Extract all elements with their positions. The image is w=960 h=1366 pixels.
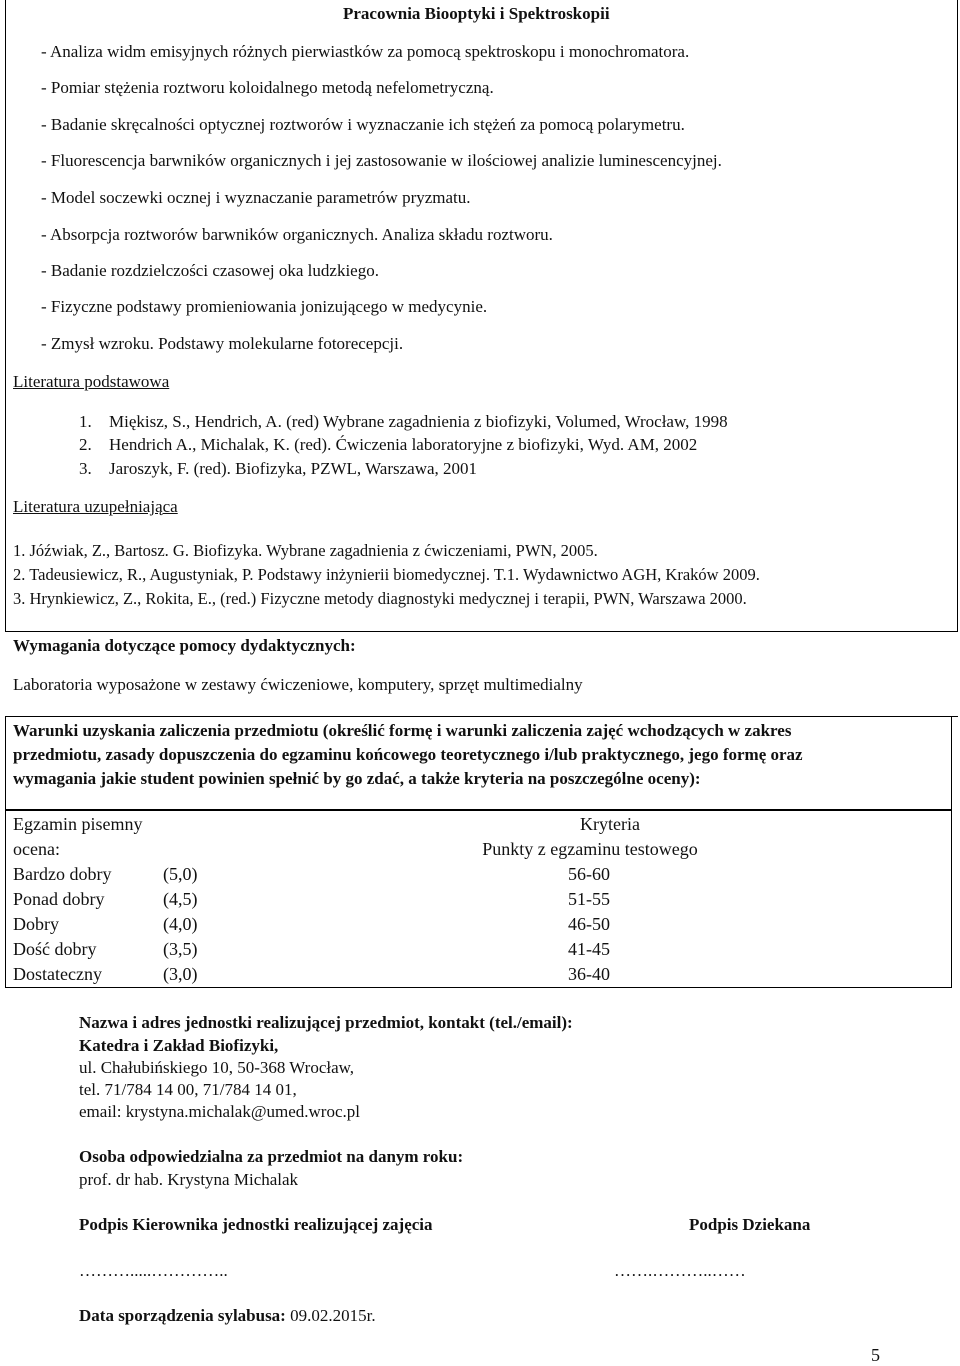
grade-value: (5,0) xyxy=(163,864,198,884)
conditions-line: Warunki uzyskania zaliczenia przedmiotu (określić formę i warunki zaliczenia zajęć wchodzących w zakres xyxy=(13,721,792,740)
supplementary-literature-heading: Literatura uzupełniająca xyxy=(13,497,178,516)
lab-title: Pracownia Biooptyki i Spektroskopii xyxy=(343,4,610,23)
grade-name: Ponad dobry xyxy=(13,889,105,909)
lab-topic-item: - Badanie skręcalności optycznej roztworów i wyznaczanie ich stężeń za pomocą polarymetru. xyxy=(41,115,685,134)
responsible-name: prof. dr hab. Krystyna Michalak xyxy=(79,1170,299,1189)
conditions-line: wymagania jakie student powinien spełnić by go zdać, a także kryteria na poszczególne oceny): xyxy=(13,769,701,788)
lab-topic-item: - Fluorescencja barwników organicznych i jej zastosowanie w ilościowej analizie luminescencyjnej. xyxy=(41,151,722,170)
grade-points: 41-45 xyxy=(568,939,610,959)
grade-points: 46-50 xyxy=(568,914,610,934)
signature-right-label: Podpis Dziekana xyxy=(689,1215,811,1234)
grade-value: (3,5) xyxy=(163,939,198,959)
grading-header-grade: ocena: xyxy=(13,839,60,859)
signature-left-dots: ……….....………….. xyxy=(79,1261,228,1280)
page-number: 5 xyxy=(871,1345,880,1365)
literature-item: 2. Tadeusiewicz, R., Augustyniak, P. Podstawy inżynierii biomedycznej. T.1. Wydawnictwo AGH, Kraków 2009. xyxy=(13,565,760,584)
grading-table xyxy=(5,810,952,988)
grade-points: 56-60 xyxy=(568,864,610,884)
aids-heading: Wymagania dotyczące pomocy dydaktycznych: xyxy=(13,636,356,655)
literature-item: 1. Jóźwiak, Z., Bartosz. G. Biofizyka. Wybrane zagadnienia z ćwiczeniami, PWN, 2005. xyxy=(13,541,598,560)
literature-item-number: 3. xyxy=(79,459,92,478)
unit-name: Katedra i Zakład Biofizyki, xyxy=(79,1036,279,1055)
responsible-heading: Osoba odpowiedzialna za przedmiot na danym roku: xyxy=(79,1147,464,1166)
grade-value: (4,0) xyxy=(163,914,198,934)
grading-header-points: Punkty z egzaminu testowego xyxy=(482,839,698,859)
grade-value: (3,0) xyxy=(163,964,198,984)
date-line xyxy=(79,1306,376,1326)
grade-name: Dobry xyxy=(13,914,59,934)
literature-item: Hendrich A., Michalak, K. (red). Ćwiczenia laboratoryjne z biofizyki, Wyd. AM, 2002 xyxy=(109,435,698,454)
lab-topic-item: - Model soczewki ocznej i wyznaczanie parametrów pryzmatu. xyxy=(41,188,471,207)
literature-item: 3. Hrynkiewicz, Z., Rokita, E., (red.) Fizyczne metody diagnostyki medycznej i terapii, PWN, Warszawa 2000. xyxy=(13,589,747,608)
unit-heading: Nazwa i adres jednostki realizującej przedmiot, kontakt (tel./email): xyxy=(79,1013,573,1032)
lab-topic-item: - Absorpcja roztworów barwników organicznych. Analiza składu roztworu. xyxy=(41,225,553,244)
grading-header-criteria: Kryteria xyxy=(580,814,640,834)
lab-topic-item: - Analiza widm emisyjnych różnych pierwiastków za pomocą spektroskopu i monochromatora. xyxy=(41,42,690,61)
grade-value: (4,5) xyxy=(163,889,198,909)
date-value: 09.02.2015r. xyxy=(285,1306,376,1325)
unit-address: ul. Chałubińskiego 10, 50-368 Wrocław, xyxy=(79,1058,355,1077)
grade-points: 36-40 xyxy=(568,964,610,984)
lab-topic-item: - Badanie rozdzielczości czasowej oka ludzkiego. xyxy=(41,261,379,280)
grade-name: Bardzo dobry xyxy=(13,864,112,884)
unit-phone: tel. 71/784 14 00, 71/784 14 01, xyxy=(79,1080,297,1099)
lab-topic-item: - Pomiar stężenia roztworu koloidalnego metodą nefelometryczną. xyxy=(41,78,494,97)
grade-name: Dostateczny xyxy=(13,964,102,984)
literature-item: Miękisz, S., Hendrich, A. (red) Wybrane zagadnienia z biofizyki, Volumed, Wrocław, 1998 xyxy=(109,412,728,431)
grade-name: Dość dobry xyxy=(13,939,97,959)
lab-topic-item: - Zmysł wzroku. Podstawy molekularne fotorecepcji. xyxy=(41,334,404,353)
unit-email: email: krystyna.michalak@umed.wroc.pl xyxy=(79,1102,360,1121)
signature-right-dots: …….………..…… xyxy=(614,1261,746,1280)
signature-left-label: Podpis Kierownika jednostki realizującej zajęcia xyxy=(79,1215,433,1234)
aids-text: Laboratoria wyposażone w zestawy ćwiczeniowe, komputery, sprzęt multimedialny xyxy=(13,675,583,694)
literature-item-number: 1. xyxy=(79,412,92,431)
literature-item-number: 2. xyxy=(79,435,92,454)
literature-item: Jaroszyk, F. (red). Biofizyka, PZWL, Warszawa, 2001 xyxy=(109,459,478,478)
lab-topic-item: - Fizyczne podstawy promieniowania jonizującego w medycynie. xyxy=(41,297,488,316)
conditions-line: przedmiotu, zasady dopuszczenia do egzaminu końcowego teoretycznego i/lub praktycznego, jego formę oraz xyxy=(13,745,803,764)
basic-literature-heading: Literatura podstawowa xyxy=(13,372,170,391)
grade-points: 51-55 xyxy=(568,889,610,909)
date-label: Data sporządzenia sylabusa: xyxy=(79,1306,286,1325)
grading-header-exam: Egzamin pisemny xyxy=(13,814,143,834)
